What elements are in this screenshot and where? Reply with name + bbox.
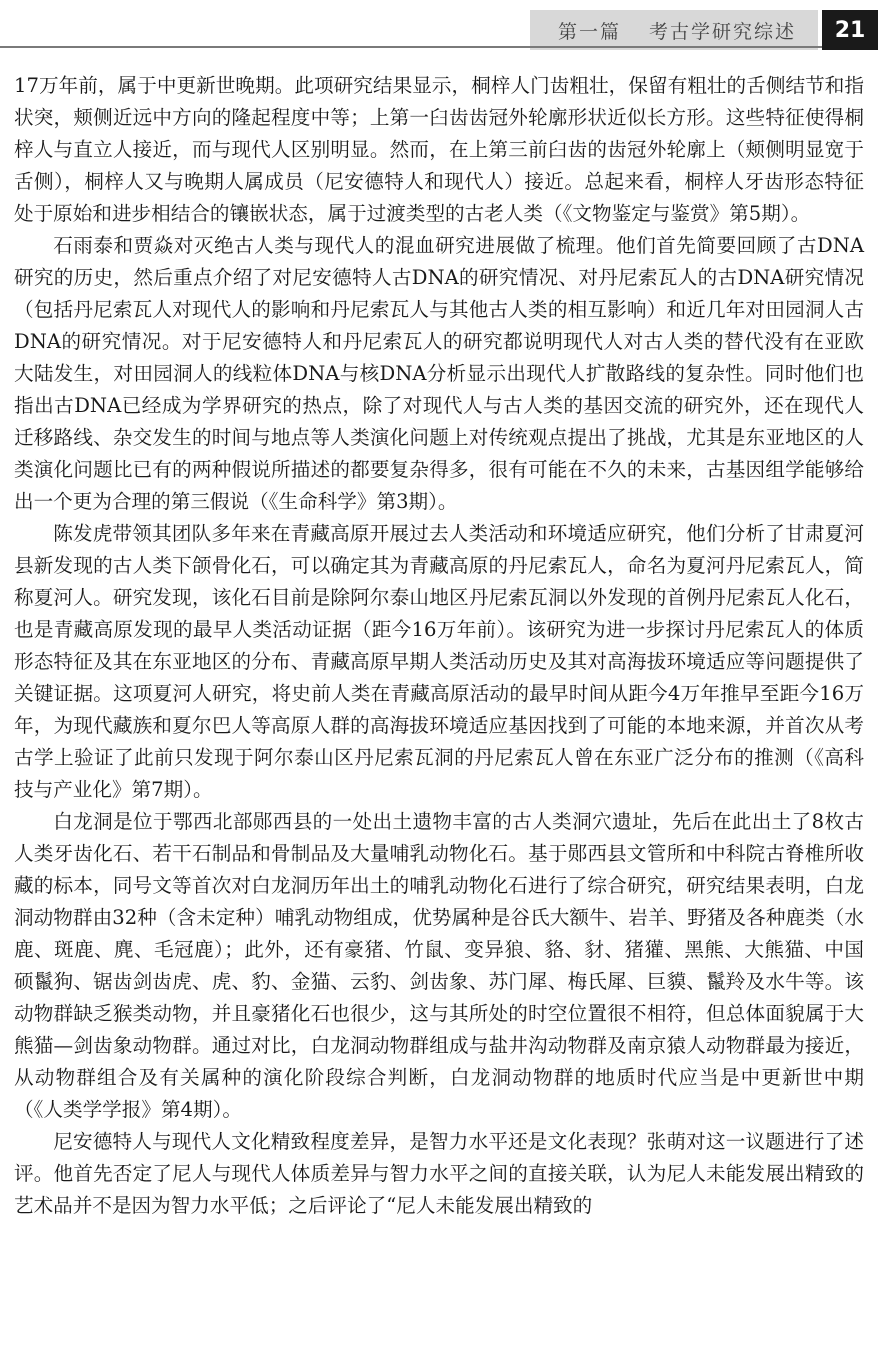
- paragraph: 石雨泰和贾焱对灭绝古人类与现代人的混血研究进展做了梳理。他们首先简要回顾了古DNA研究的历史，然后重点介绍了对尼安德特人古DNA的研究情况、对丹尼索瓦人的古DNA研究情况（包括丹尼索瓦人对现代人的影响和丹尼索瓦人与其他古人类的相互影响）和近几年对田园洞人古DNA的研究情况。对于尼安德特人和丹尼索瓦人的研究都说明现代人对古人类的替代没有在亚欧大陆发生，对田园洞人的线粒体DNA与核DNA分析显示出现代人扩散路线的复杂性。同时他们也指出古DNA已经成为学界研究的热点，除了对现代人与古人类的基因交流的研究外，还在现代人迁移路线、杂交发生的时间与地点等人类演化问题上对传统观点提出了挑战，尤其是东亚地区的人类演化问题比已有的两种假说所描述的都要复杂得多，很有可能在不久的未来，古基因组学能够给出一个更为合理的第三假说（《生命科学》第3期）。: [14, 234, 864, 513]
- paragraph: 陈发虎带领其团队多年来在青藏高原开展过去人类活动和环境适应研究，他们分析了甘肃夏河县新发现的古人类下颌骨化石，可以确定其为青藏高原的丹尼索瓦人，命名为夏河丹尼索瓦人，简称夏河人。研究发现，该化石目前是除阿尔泰山地区丹尼索瓦洞以外发现的首例丹尼索瓦人化石，也是青藏高原发现的最早人类活动证据（距今16万年前）。该研究为进一步探讨丹尼索瓦人的体质形态特征及其在东亚地区的分布、青藏高原早期人类活动历史及其对高海拔环境适应等问题提供了关键证据。这项夏河人研究，将史前人类在青藏高原活动的最早时间从距今4万年推早至距今16万年，为现代藏族和夏尔巴人等高原人群的高海拔环境适应基因找到了可能的本地来源，并首次从考古学上验证了此前只发现于阿尔泰山区丹尼索瓦洞的丹尼索瓦人曾在东亚广泛分布的推测（《高科技与产业化》第7期）。: [14, 522, 864, 801]
- running-head-section: 考古学研究综述: [648, 20, 796, 43]
- body-text: [14, 70, 864, 1222]
- running-head-part: 第一篇: [557, 20, 621, 43]
- running-head: [530, 10, 818, 50]
- header-rule: [0, 46, 822, 48]
- paragraph: 白龙洞是位于鄂西北部郧西县的一处出土遗物丰富的古人类洞穴遗址，先后在此出土了8枚古人类牙齿化石、若干石制品和骨制品及大量哺乳动物化石。基于郧西县文管所和中科院古脊椎所收藏的标本，同号文等首次对白龙洞历年出土的哺乳动物化石进行了综合研究，研究结果表明，白龙洞动物群由32种（含未定种）哺乳动物组成，优势属种是谷氏大额牛、岩羊、野猪及各种鹿类（水鹿、斑鹿、麂、毛冠鹿）；此外，还有豪猪、竹鼠、变异狼、貉、豺、猪獾、黑熊、大熊猫、中国硕鬣狗、锯齿剑齿虎、虎、豹、金猫、云豹、剑齿象、苏门犀、梅氏犀、巨貘、鬣羚及水牛等。该动物群缺乏猴类动物，并且豪猪化石也很少，这与其所处的时空位置很不相符，但总体面貌属于大熊猫—剑齿象动物群。通过对比，白龙洞动物群组成与盐井沟动物群及南京猿人动物群最为接近，从动物群组合及有关属种的演化阶段综合判断，白龙洞动物群的地质时代应当是中更新世中期（《人类学学报》第4期）。: [14, 810, 864, 1121]
- paragraph: 尼安德特人与现代人文化精致程度差异，是智力水平还是文化表现？张萌对这一议题进行了述评。他首先否定了尼人与现代人体质差异与智力水平之间的直接关联，认为尼人未能发展出精致的艺术品并不是因为智力水平低；之后评论了“尼人未能发展出精致的: [14, 1130, 864, 1217]
- paragraph-continued: 17万年前，属于中更新世晚期。此项研究结果显示，桐梓人门齿粗壮，保留有粗壮的舌侧结节和指状突，颊侧近远中方向的隆起程度中等；上第一臼齿齿冠外轮廓形状近似长方形。这些特征使得桐梓人与直立人接近，而与现代人区别明显。然而，在上第三前臼齿的齿冠外轮廓上（颊侧明显宽于舌侧），桐梓人又与晚期人属成员（尼安德特人和现代人）接近。总起来看，桐梓人牙齿形态特征处于原始和进步相结合的镶嵌状态，属于过渡类型的古老人类（《文物鉴定与鉴赏》第5期）。: [14, 74, 864, 225]
- page-number: 21: [822, 10, 878, 50]
- page-header: [0, 0, 878, 56]
